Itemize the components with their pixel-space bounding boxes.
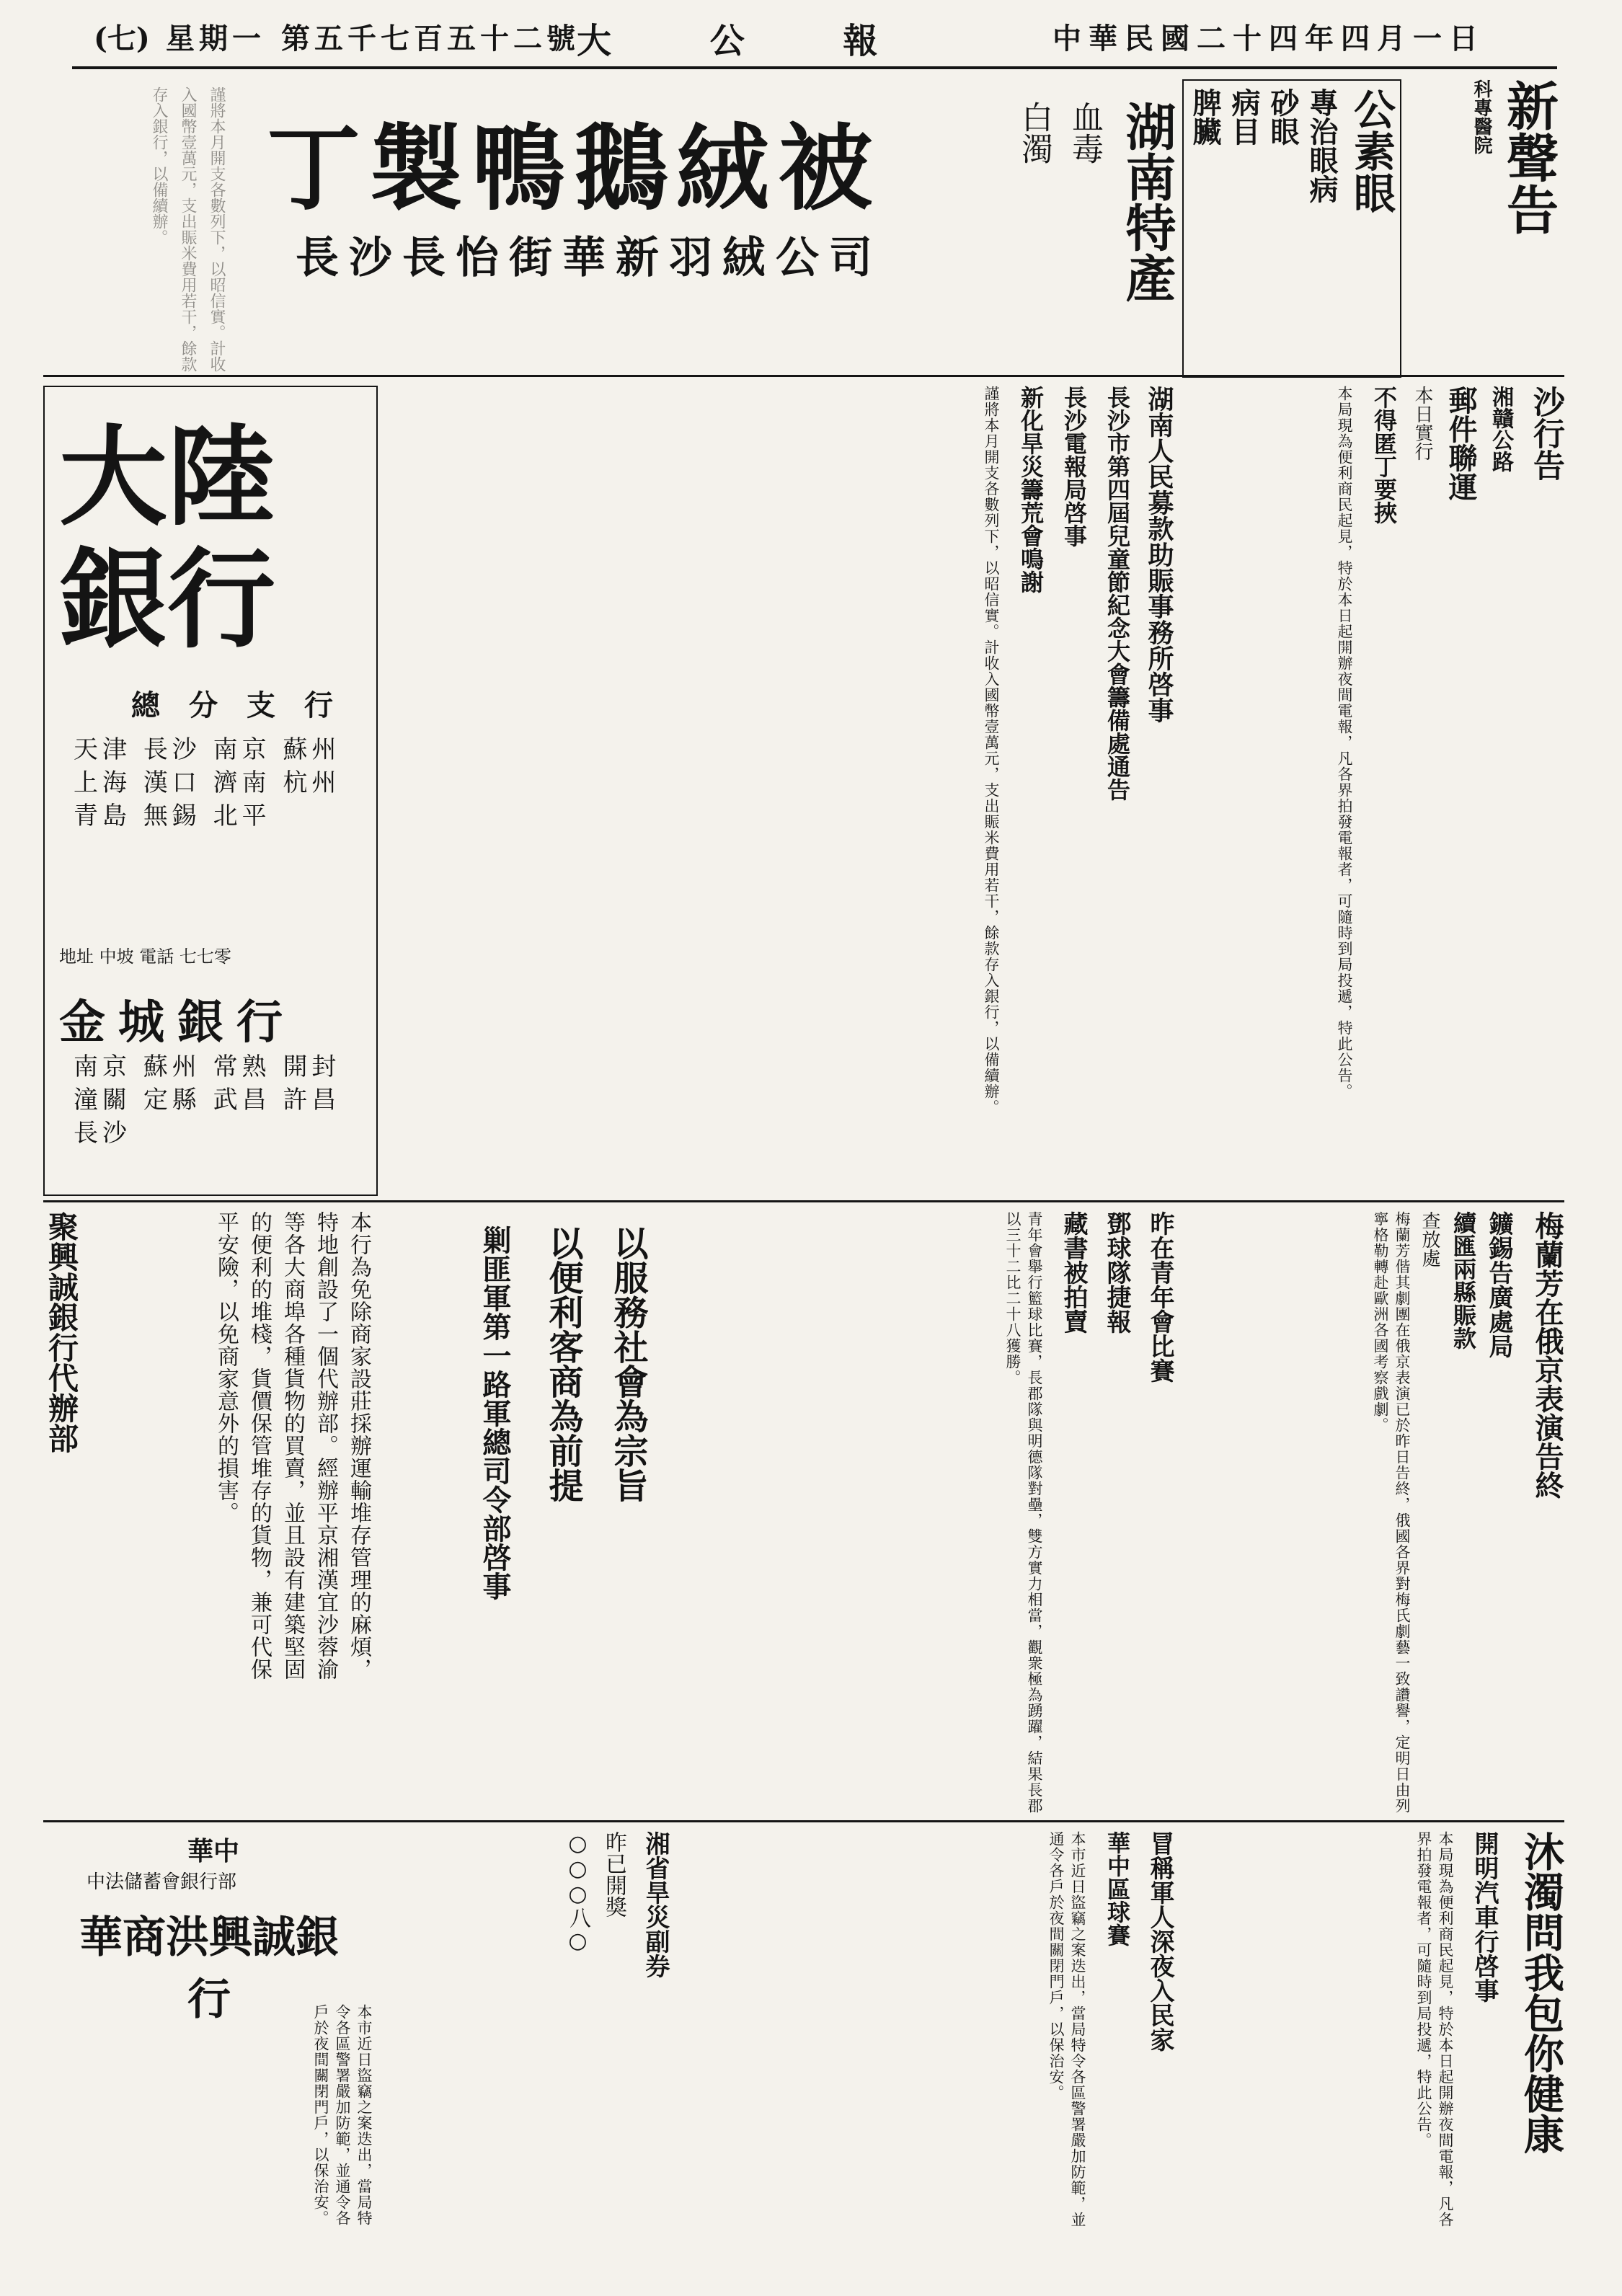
side-ad-today: 本日實行 (1412, 386, 1433, 461)
agency-text: 本行為免除商家設莊採辦運輸堆存管理的麻煩，特地創設了一個代辦部。經辦平京湘漢宜沙蓉渝等各大商埠各種貨物的買賣，並且設有建築堅固的便利的堆棧，貨價保管堆存的貨物，兼可代保平安險，以免商家意外的損害。 (213, 1211, 371, 1680)
service-slogan-2: 以便利客商為前提 (543, 1225, 583, 1502)
health-text: 本局現為便利商民起見，特於本日起開辦夜間電報，凡各界拍發電報者，可隨時到局投遞，特此公告。 (1415, 1831, 1454, 2228)
duck-down-company: 長沙長怡街華新羽絨公司 (296, 233, 882, 283)
branch-item: 北平 (213, 802, 271, 830)
mei-lanfang-text: 梅蘭芳偕其劇團在俄京表演已於昨日告終，俄國各界對梅氏劇藝一致讚譽，定明日由列寧格勒轉赴歐洲各國考察戲劇。 (1372, 1211, 1411, 1814)
branch-item: 長沙 (143, 735, 201, 764)
side-ad-sha-bank: 沙行告 (1528, 386, 1564, 481)
duck-down-brand: 丁製鴨鵝絨被 (267, 113, 882, 223)
top-left-text: 謹將本月開支各數列下，以昭信實。計收入國幣壹萬元，支出賑米費用若干，餘款存入銀行，以備續辦。 (150, 87, 226, 372)
side-ad-xinhua: 新化旱災籌荒會鳴謝 (1017, 386, 1045, 593)
headline-fake-soldier: 冒稱軍人深夜入民家 (1145, 1831, 1174, 2052)
branch-item: 漢口 (143, 768, 201, 797)
agency-ad (43, 1211, 375, 1817)
side-ad-mine: 鑛錫告廣處局 (1484, 1211, 1513, 1358)
service-ad (389, 1211, 663, 1817)
dalu-bank-title: 大陸銀行 (59, 414, 276, 663)
upper-right-block (1182, 386, 1564, 1193)
lower-news-text: 本市近日盜竊之案迭出，當局特令各區警署嚴加防範，並通令各戶於夜間關閉門戶，以保治安。 (1047, 1831, 1086, 2228)
hunan-specialty: 湖南特產 (1117, 101, 1177, 303)
headline-no-coercion: 不得匿丁要挾 (1370, 386, 1398, 524)
juxing-agency: 聚興誠銀行代辦部 (44, 1211, 79, 1453)
masthead-date: 中華民國二十四年四月一日 (1052, 22, 1485, 56)
top-banner-item: 白濁 (1016, 101, 1052, 164)
lottery-subtitle: 昨已開獎 (601, 1831, 626, 1918)
jincheng-bank-title: 金城銀行 (59, 996, 296, 1050)
headline-mei-lanfang: 梅蘭芳在俄京表演告終 (1530, 1211, 1564, 1499)
branch-item: 蘇州 (143, 1052, 201, 1081)
lower-news (678, 1831, 1175, 2235)
branch-item: 蘇州 (283, 735, 341, 764)
masthead-rule (72, 66, 1557, 69)
branch-item: 開封 (283, 1052, 341, 1081)
headline-suppression: 剿匪軍第一路軍總司令部啓事 (478, 1225, 512, 1600)
side-ad-ball-game: 華中區球賽 (1104, 1831, 1131, 1946)
duck-down-banner (238, 87, 959, 324)
dalu-bank-footer: 地址 中坡 電話 七七零 (59, 947, 231, 967)
masthead-page: (七) (94, 22, 150, 56)
top-right-ad-subtitle: 科專醫院 (1471, 79, 1492, 154)
lottery-numbers: ○○○八○ (565, 1831, 590, 1954)
huazhong-label: 華中 (187, 1836, 240, 1866)
masthead-issue: 第五千七百五十二號 (281, 22, 580, 56)
side-ad-office: 查放處 (1419, 1211, 1440, 1267)
branch-item: 青島 (74, 802, 131, 830)
side-ad-route: 湘贛公路 (1488, 386, 1513, 472)
branch-item: 定縣 (143, 1086, 201, 1114)
branch-item: 無錫 (143, 802, 201, 830)
side-ad-remit: 續匯兩縣賑款 (1450, 1211, 1477, 1349)
eye-hospital-line: 病目 (1227, 88, 1261, 146)
masthead (0, 0, 1622, 68)
bus-ad: 開明汽車行啓事 (1470, 1831, 1499, 2003)
branch-item: 長沙 (74, 1119, 131, 1148)
branch-item: 常熟 (213, 1052, 271, 1081)
top-right-ad (1399, 79, 1564, 375)
savings-text: 本市近日盜竊之案迭出，當局特令各區警署嚴加防範，並通令各戶於夜間關閉門戶，以保治安。 (312, 2004, 373, 2226)
upper-news-block (389, 386, 1175, 1193)
dalu-bank-ad (43, 386, 378, 1196)
masthead-title: 大 公 報 (577, 21, 921, 61)
headline-children-day: 長沙市第四屆兒童節紀念大會籌備處通告 (1104, 386, 1131, 801)
dalu-bank-subtitle: 總分支行 (131, 688, 362, 722)
headline-team-win: 鄧球隊捷報 (1102, 1211, 1131, 1334)
top-banner-item: 血毒 (1066, 101, 1103, 164)
mei-lanfang-news (1182, 1211, 1564, 1817)
branch-item: 南京 (213, 735, 271, 764)
upper-right-text: 本局現為便利商民起見，特於本日起開辦夜間電報，凡各界拍發電報者，可隨時到局投遞，特此公告。 (1336, 386, 1353, 1099)
branch-item: 濟南 (213, 768, 271, 797)
service-slogan-1: 以服務社會為宗旨 (608, 1225, 648, 1502)
dalu-branch-list (74, 733, 347, 833)
eye-hospital-line: 專治眼病 (1305, 88, 1339, 203)
upper-news-text: 謹將本月開支各數列下，以昭信實。計收入國幣壹萬元，支出賑米費用若干，餘款存入銀行，以備續辦。 (983, 386, 1000, 1115)
headline-telegraph: 長沙電報局啓事 (1060, 386, 1088, 547)
masthead-weekday: 星期一 (166, 22, 265, 56)
branch-item: 潼關 (74, 1086, 131, 1114)
lottery-title: 湘省旱災副券 (641, 1831, 670, 1978)
headline-book-auction: 藏書被拍賣 (1059, 1211, 1088, 1334)
sports-text: 青年會舉行籃球比賽，長郡隊與明德隊對壘，雙方實力相當，觀衆極為踴躍，結果長郡以三十二比二十八獲勝。 (1004, 1211, 1043, 1814)
eye-hospital-ad (1182, 79, 1401, 378)
eye-hospital-title: 公素眼 (1347, 88, 1396, 213)
headline-relief: 湖南人民募款助賑事務所啓事 (1144, 386, 1174, 723)
savings-ad (43, 1831, 375, 2235)
lower-rule (43, 1820, 1564, 1822)
eye-hospital-line: 脾臟 (1188, 88, 1222, 146)
side-ad-mail: 郵件聯運 (1444, 386, 1478, 501)
health-ad (1182, 1831, 1564, 2235)
top-right-ad-title: 新聲告 (1498, 79, 1559, 235)
branch-item: 武昌 (213, 1086, 271, 1114)
branch-item: 許昌 (283, 1086, 341, 1114)
lottery-ad (389, 1831, 670, 2235)
headline-ymca: 昨在青年會比賽 (1145, 1211, 1174, 1383)
sports-news (670, 1211, 1175, 1817)
branch-item: 南京 (74, 1052, 131, 1081)
jincheng-branch-list (74, 1050, 347, 1150)
branch-item: 杭州 (283, 768, 341, 797)
eye-hospital-line: 砂眼 (1266, 88, 1300, 146)
hongji-bank-logo: 華商洪興誠銀行 (79, 1912, 339, 2025)
hunan-bank-name: 中法儲蓄會銀行部 (87, 1871, 237, 1893)
branch-item: 天津 (74, 735, 131, 764)
mid-rule (43, 1200, 1564, 1202)
branch-item: 上海 (74, 768, 131, 797)
health-slogan: 沐濁問我包你健康 (1517, 1831, 1565, 2154)
band-rule (43, 375, 1564, 377)
top-left-ad (43, 87, 231, 375)
